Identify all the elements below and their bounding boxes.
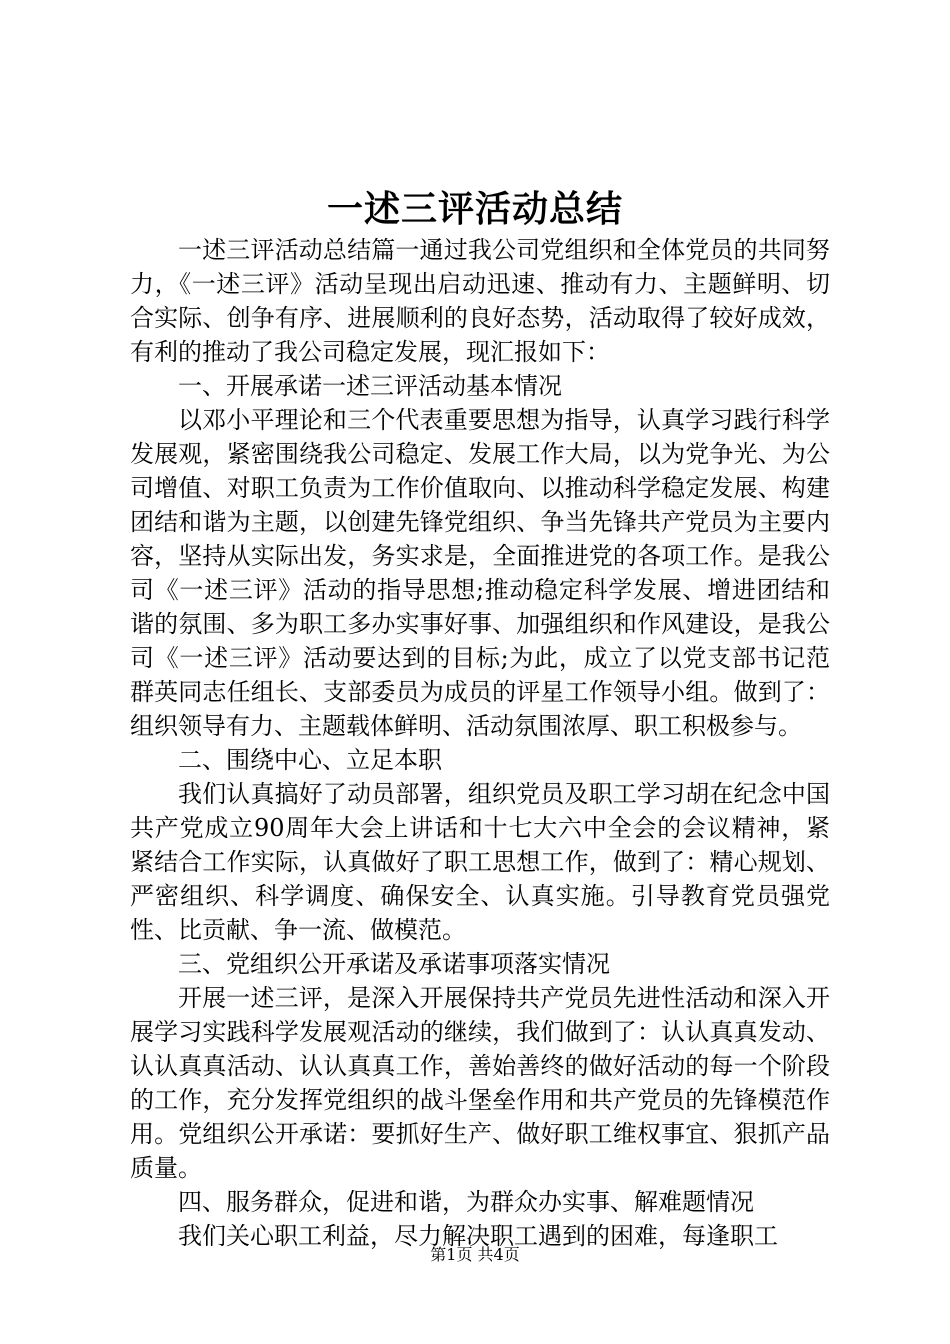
paragraph-section-1: 以邓小平理论和三个代表重要思想为指导，认真学习践行科学发展观，紧密围绕我公司稳定、发展工作大局，以为党争光、为公司增值、对职工负责为工作价值取向、以推动科学稳定发展、构建团结和谐为主题，以创建先锋党组织、争当先锋共产党员为主要内容，坚持从实际出发，务实求是，全面推进党的各项工作。是我公司《一述三评》活动的指导思想;推动稳定科学发展、增进团结和谐的氛围、多为职工多办实事好事、加强组织和作风建设，是我公司《一述三评》活动要达到的目标;为此，成立了以党支部书记范群英同志任组长、支部委员为成员的评星工作领导小组。做到了：组织领导有力、主题载体鲜明、活动氛围浓厚、职工积极参与。 xyxy=(130,406,830,740)
paragraph-section-4: 我们关心职工利益，尽力解决职工遇到的困难，每逢职工 xyxy=(178,1222,778,1250)
page-footer: 第1页 共4页 xyxy=(430,1245,520,1264)
document-title: 一述三评活动总结 xyxy=(326,188,623,230)
paragraph-section-2: 我们认真搞好了动员部署，组织党员及职工学习胡在纪念中国共产党成立90周年大会上讲话和十七大六中全会的会议精神，紧紧结合工作实际，认真做好了职工思想工作，做到了：精心规划、严密组织、科学调度、确保安全、认真实施。引导教育党员强党性、比贡献、争一流、做模范。 xyxy=(130,780,830,944)
paragraph-intro: 一述三评活动总结篇一通过我公司党组织和全体党员的共同努力，《一述三评》活动呈现出启动迅速、推动有力、主题鲜明、切合实际、创争有序、进展顺利的良好态势，活动取得了较好成效，有利的推动了我公司稳定发展，现汇报如下： xyxy=(130,236,830,366)
section-heading-3: 三、党组织公开承诺及承诺事项落实情况 xyxy=(178,950,610,978)
section-heading-1: 一、开展承诺一述三评活动基本情况 xyxy=(178,372,562,400)
section-heading-2: 二、围绕中心、立足本职 xyxy=(178,746,442,774)
paragraph-section-3: 开展一述三评，是深入开展保持共产党员先进性活动和深入开展学习实践科学发展观活动的继续，我们做到了：认认真真发动、认认真真活动、认认真真工作，善始善终的做好活动的每一个阶段的工作，充分发挥党组织的战斗堡垒作用和共产党员的先锋模范作用。党组织公开承诺：要抓好生产、做好职工维权事宜、狠抓产品质量。 xyxy=(130,984,830,1182)
section-heading-4: 四、服务群众，促进和谐，为群众办实事、解难题情况 xyxy=(178,1188,754,1216)
document-body xyxy=(130,233,830,1253)
